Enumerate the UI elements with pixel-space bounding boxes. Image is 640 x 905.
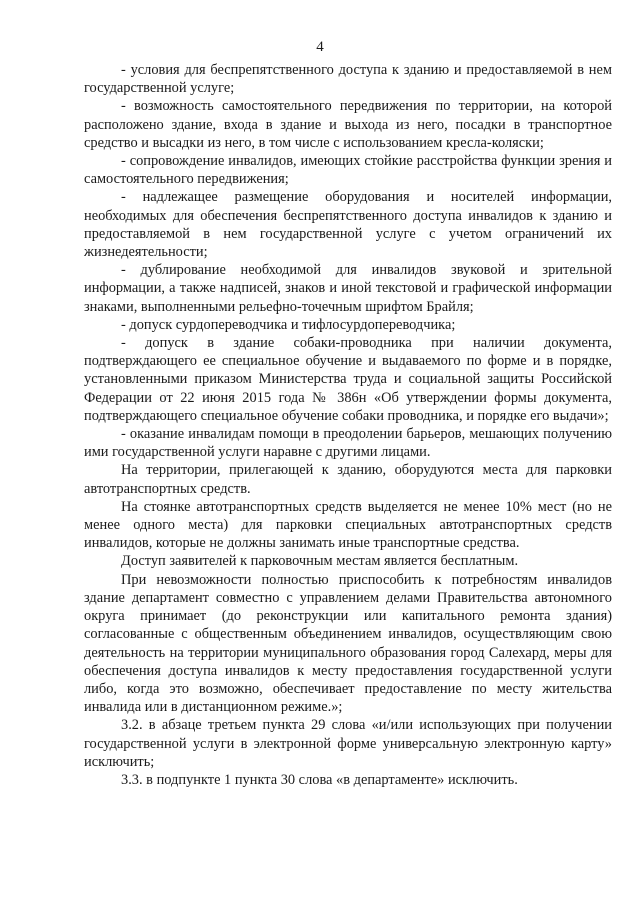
page-number: 4 (316, 39, 324, 55)
paragraph-amendment-3-2: 3.2. в абзаце третьем пункта 29 слова «и/или использующих при получении государственной услуги в электронной форме универсальную электронную карту» исключить; (84, 717, 612, 770)
paragraph-free-parking: Доступ заявителей к парковочным местам является бесплатным. (121, 553, 519, 570)
paragraph-escort: - сопровождение инвалидов, имеющих стойкие расстройства функции зрения и самостоятельного передвижения; (84, 153, 612, 188)
paragraph-parking-quota: На стоянке автотранспортных средств выделяется не менее 10% мест (но не менее одного места) для парковки специальных автотранспортных средств инвалидов, которые не должны занимать иные транспортные средства. (84, 498, 612, 552)
paragraph-barrier-assistance: - оказание инвалидам помощи в преодолении барьеров, мешающих получению ими государственной услуги наравне с другими лицами. (84, 426, 612, 461)
paragraph-guide-dog: - допуск в здание собаки-проводника при наличии документа, подтверждающего ее специальное обучение и выдаваемого по форме и в порядке, установленными приказом Министерства труда и социальной защиты Российской Федерации от 22 июня 2015 года № 386н «Об утверждении формы документа, подтверждающего специальное обучение собаки проводника, и порядке его выдачи»; (84, 335, 612, 424)
document-body (84, 61, 612, 789)
paragraph-information-duplication: - дублирование необходимой для инвалидов звуковой и зрительной информации, а также надписей, знаков и иной текстовой и графической информации знаками, выполненными рельефно-точечным шрифтом Брайля; (84, 262, 612, 315)
paragraph-equipment-placement: - надлежащее размещение оборудования и носителей информации, необходимых для обеспечения беспрепятственного доступа инвалидов к зданию и предоставляемой в нем государственной услуге с учетом ограничений их жизнедеятельности; (84, 189, 612, 261)
paragraph-alternative-measures: При невозможности полностью приспособить к потребностям инвалидов здание департамент совместно с управлением делами Правительства автономного округа принимает (до реконструкции или капитального ремонта здания) согласованные с общественным объединением инвалидов, осуществляющим свою деятельность на территории муниципального образования город Салехард, меры для обеспечения доступа инвалидов к месту предоставления государственной услуги либо, когда это возможно, обеспечивает предоставление по месту жительства инвалида или в дистанционном режиме.»; (84, 571, 612, 716)
paragraph-sign-interpreter: - допуск сурдопереводчика и тифлосурдопереводчика; (121, 316, 456, 333)
paragraph-parking-areas: На территории, прилегающей к зданию, оборудуются места для парковки автотранспортных средств. (84, 462, 612, 497)
paragraph-independent-movement: - возможность самостоятельного передвижения по территории, на которой расположено здание, входа в здание и выхода из него, посадки в транспортное средство и высадки из него, в том числе с использованием кресла-коляски; (84, 98, 612, 151)
paragraph-accessibility-conditions: - условия для беспрепятственного доступа к зданию и предоставляемой в нем государственной услуге; (84, 62, 612, 97)
paragraph-amendment-3-3: 3.3. в подпункте 1 пункта 30 слова «в департаменте» исключить. (121, 771, 518, 788)
